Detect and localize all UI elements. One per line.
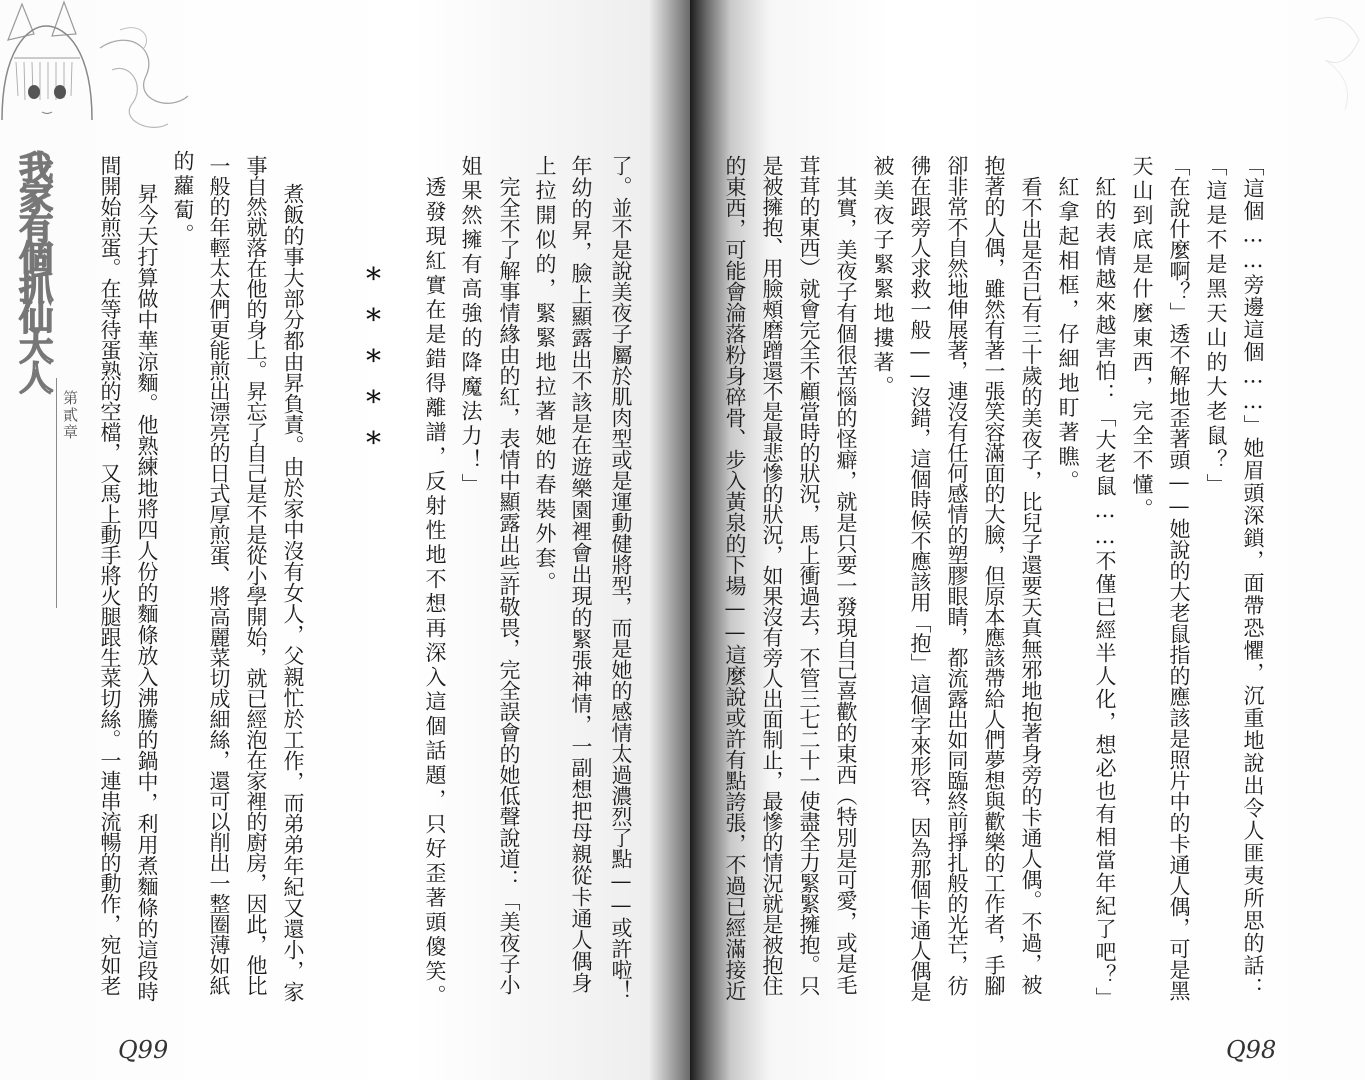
text-column: 昇今天打算做中華涼麵。他熟練地將四人份的麵條放入沸騰的鍋中，利用煮麵條的這段時 bbox=[135, 183, 159, 1002]
text-column: 完全不了解事情緣由的紅，表情中顯露出些許敬畏，完全誤會的她低聲說道：「美夜子小 bbox=[497, 176, 521, 995]
text-column: 一般的年輕太太們更能煎出漂亮的日式厚煎蛋、將高麗菜切成細絲，還可以削出一整圈薄如紙 bbox=[207, 155, 231, 996]
text-column: 事自然就落在他的身上。昇忘了自己是不是從小學開始，就已經泡在家裡的廚房，因此，他比 bbox=[244, 155, 268, 996]
text-column: 煮飯的事大部分都由昇負責。由於家中沒有女人，父親忙於工作，而弟弟年紀又還小，家 bbox=[281, 183, 305, 1002]
text-column: 紅拿起相框，仔細地盯著瞧。 bbox=[1056, 176, 1080, 495]
chapter-illustration bbox=[0, 0, 200, 150]
section-separator: ***** bbox=[356, 262, 391, 467]
text-column: 透發現紅實在是錯得離譜，反射性地不想再深入這個話題，只好歪著頭傻笑。 bbox=[423, 176, 447, 1009]
text-column: 間開始煎蛋。在等待蛋熟的空檔，又馬上動手將火腿跟生菜切絲。一連串流暢的動作，宛如老 bbox=[98, 155, 122, 996]
chapter-label: 第貳章 bbox=[61, 390, 79, 441]
text-column: 了。並不是說美夜子屬於肌肉型或是運動健將型，而是她的感情太過濃烈了點——或許啦！ bbox=[609, 155, 633, 1001]
text-column: 被美夜子緊緊地摟著。 bbox=[871, 155, 895, 400]
text-column: 姐果然擁有高強的降魔法力！」 bbox=[459, 155, 483, 498]
text-column: 彿在跟旁人求救一般——沒錯，這個時候不應該用「抱」這個字來形容，因為那個卡通人偶是 bbox=[908, 155, 932, 1002]
text-column: 天山到底是什麼東西，完全不懂。 bbox=[1130, 155, 1154, 523]
text-column: 是被擁抱、用臉頰磨蹭還不是最悲慘的狀況，如果沒有旁人出面制止，最慘的情況就是被抱住 bbox=[760, 155, 784, 996]
page-number: Q99 bbox=[118, 1036, 169, 1064]
text-column: 看不出是否已有三十歲的美夜子，比兒子還要天真無邪地抱著身旁的卡通人偶。不過，被 bbox=[1019, 176, 1043, 995]
chapter-title: 我家有個抓仙大人 bbox=[12, 150, 53, 390]
text-column: 茸茸的東西）就會完全不顧當時的狀況，馬上衝過去，不管三七二十一使盡全力緊緊擁抱。只 bbox=[797, 155, 821, 996]
text-column: 「這個……旁邊這個……」她眉頭深鎖，面帶恐懼，沉重地說出令人匪夷所思的話： bbox=[1241, 155, 1265, 1000]
right-page bbox=[690, 0, 1365, 1080]
text-column: 年幼的昇，臉上顯露出不該是在遊樂園裡會出現的緊張神情，一副想把母親從卡通人偶身 bbox=[569, 155, 593, 994]
text-column: 卻非常不自然地伸展著，連沒有任何感情的塑膠眼睛，都流露出如同臨終前掙扎般的光芒，彷 bbox=[945, 155, 969, 996]
text-column: 抱著的人偶，雖然有著一張笑容滿面的大臉，但原本應該帶給人們夢想與歡樂的工作者，手腳 bbox=[982, 155, 1006, 996]
text-column: 紅的表情越來越害怕：「大老鼠……不僅已經半人化，想必也有相當年紀了吧？」 bbox=[1093, 176, 1117, 1010]
text-column: 上拉開似的，緊緊地拉著她的春裝外套。 bbox=[533, 155, 557, 596]
page-number: Q98 bbox=[1226, 1036, 1277, 1064]
text-column: 的東西，可能會淪落粉身碎骨、步入黃泉的下場——這麼說或許有點誇張，不過已經滿接近 bbox=[723, 155, 747, 1001]
corner-decoration bbox=[1305, 0, 1365, 120]
text-column: 其實，美夜子有個很苦惱的怪癖，就是只要一發現自己喜歡的東西（特別是可愛，或是毛 bbox=[834, 176, 858, 995]
text-column: 「這是不是黑天山的大老鼠？」 bbox=[1204, 155, 1228, 498]
text-column: 「在說什麼啊？」透不解地歪著頭——她說的大老鼠指的應該是照片中的卡通人偶，可是黑 bbox=[1167, 155, 1191, 1001]
chapter-divider-line bbox=[56, 378, 57, 608]
text-column: 的蘿蔔。 bbox=[171, 150, 195, 248]
